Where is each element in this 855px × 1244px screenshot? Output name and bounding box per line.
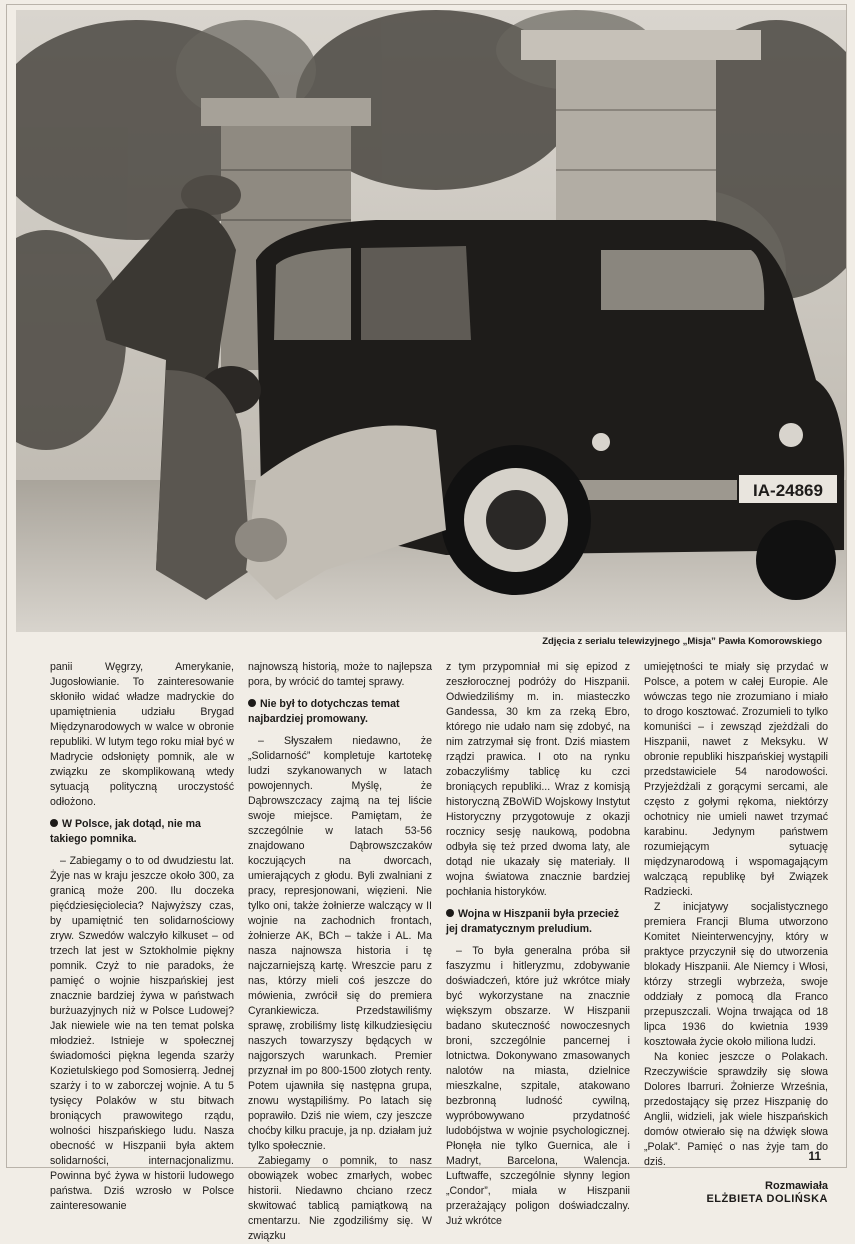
paragraph: – To była generalna próba sił faszyzmu i hitleryzmu, zdobywanie doświadczeń, które już wkrótce miały być wykorzystane na znacznie większym obszarze. W Hiszpanii badano skuteczność nowoczesnych broni, szczególnie pancernej i lotnictwa. Dokonywano zmasowanych nalotów na miasta, dzielnice mieszkalne, szpitale, atakowano bezbronną ludność cywilną, wypróbowywano przydatność ludobójstwa w wojnie psychologicznej. Płonęła nie tylko Guernica, ale i Madryt, Barcelona, Walencja. Luftwaffe, szczególnie słynny legion „Condor”, miała w Hiszpanii przerażający poligon doświadczalny. Już wkrótce [446, 945, 630, 1227]
photo-caption: Zdjęcia z serialu telewizyjnego „Misja” Pawła Komorowskiego [542, 636, 822, 647]
paragraph: najnowszą historią, może to najlepsza pora, by wrócić do tamtej sprawy. [248, 661, 432, 688]
column-1 [50, 660, 234, 1212]
interviewer-name: ELŻBIETA DOLIŃSKA [706, 1193, 828, 1205]
column-3 [446, 660, 630, 1227]
bullet-icon [248, 699, 256, 707]
bullet-icon [50, 819, 58, 827]
license-plate: IA-24869 [753, 481, 823, 500]
question-heading: Nie był to dotychczas temat najbardziej promowany. [248, 698, 400, 725]
paragraph: – Słyszałem niedawno, że „Solidarność” kompletuje kartotekę ludzi szykanowanych w latach powojennych. Myślę, że Dąbrowszczacy zajmą na tej liście swoje miejsce. Pamiętam, że szczególnie w latach 53-56 znajdowano Dąbrowszczaków koczujących na dworcach, umierających z głodu. Byli zwalniani z pracy, represjonowani, więzieni. Nie tylko oni, także żołnierze walczący w II wojnie na zachodnich frontach, żołnierze AK, BCh – także i AL. Ma nasza najnowsza historia i tę najczarniejszą kartę. Wreszcie paru z nas, którzy mieli coś jeszcze do mówienia, zwrócił się do premiera Cyrankiewicza. Przedstawiliśmy sprawę, zrobiliśmy listę kilkudziesięciu naszych towarzyszy będących w najgorszych warunkach. Premier przyznał im po 800-1500 złotych renty. Potem ujawniła się następna grupa, znowu wystąpiliśmy. Po latach się poprawiło. Dziś nie wiem, czy jeszcze choćby kilku pracuje, ja np. działam już tylko społecznie. [248, 735, 432, 1152]
interviewer-label: Rozmawiała [765, 1180, 828, 1192]
question-heading: Wojna w Hiszpanii była przecież jej dramatycznym preludium. [446, 908, 620, 935]
paragraph: umiejętności te miały się przydać w Polsce, a potem w całej Europie. Ale wówczas tego nie zrozumiano i miało to drogo kosztować. Zrozumieli to tylko komuniści – i zewsząd zjeżdżali do Hiszpanii, nawet z Meksyku. W obronie republiki hiszpańskiej wystąpili przedstawiciele 54 narodowości. Przyjeżdżali z gorącymi sercami, ale często z gołymi rękoma, niektórzy ochotnicy nie umieli nawet trzymać karabinu. Jedynym państwem rozumiejącym sytuację międzynarodową i wspomagającym walczącą republikę był Związek Radziecki. [644, 661, 828, 898]
question-heading: W Polsce, jak dotąd, nie ma takiego pomnika. [50, 818, 201, 845]
paragraph: Zabiegamy o pomnik, to nasz obowiązek wobec zmarłych, wobec historii. Niedawno chciano rzecz skwitować tablicą pamiątkową na cmentarzu. Nie zgodziliśmy się. W związku [248, 1155, 432, 1242]
film-still-photo [16, 10, 846, 632]
paragraph: Z inicjatywy socjalistycznego premiera Francji Bluma utworzono Komitet Nieinterwencyjny, który w praktyce przyczynił się do utworzenia blokady Hiszpanii. Ale Niemcy i Włosi, którzy strzegli wybrzeża, swoje oddziały z pomocą dla Franco przepuszczali. Wojna trwająca od 18 lipca 1936 do kwietnia 1939 kosztowała życie około miliona ludzi. [644, 901, 828, 1048]
paragraph: – Zabiegamy o to od dwudziestu lat. Żyje nas w kraju jeszcze około 300, za granicą może 200. Ilu doczeka pięćdziesięciolecia? Najwyższy czas, by upamiętnić ten solidarnościowy zryw. Szwedów walczyło kilkuset – od trzech lat jest w Sztokholmie piękny pomnik. Czyż to nie paradoks, że pamięć o wojnie hiszpańskiej jest znacznie bardziej żywa w państwach burżuazyjnych niż w Polsce Ludowej? Jak niewiele wie na ten temat polska młodzież. Istnieje w społecznej świadomości piękna legenda szarży Kozietulskiego pod Somosierrą. Jednej szarży i to w zaborczej wojnie. A tu 5 tysięcy Polaków w stu bitwach broniących prawowitego rządu, wolności hiszpańskiego ludu. Nasza obecność w Hiszpanii była aktem solidarności, internacjonalizmu. Powinna być żywa w historii ludowego państwa. Dziś wzrosło w Polsce zainteresowanie [50, 855, 234, 1212]
paragraph: z tym przypomniał mi się epizod z zeszłorocznej podróży do Hiszpanii. Odwiedziliśmy m. in. miasteczko Gandessa, 30 km za rzeką Ebro, którego nie udało nam się zdobyć, na nim zatrzymał się front. Dziś miastem rządzi prawica. I oto na rynku zobaczyliśmy tablicę ku czci broniących republiki... Wraz z komisją historyczną ZBoWiD Wojskowy Instytut Historyczny przygotowuje z okazji rocznicy sesję naukową, podobna odbyła się też przed dwoma laty, ale dotąd nie ukazały się materiały. II wojna światowa znacznie bardziej pochłania historyków. [446, 661, 630, 898]
paragraph: panii Węgrzy, Amerykanie, Jugosłowianie. To zainteresowanie skłoniło widać władze madryckie do upamiętnienia udziału Brygad Międzynarodowych w walce w obronie republiki. W lutym tego roku miał być w Madrycie odsłonięty pomnik, ale w związku ze skomplikowaną wtedy sytuacją polityczną uroczystość odłożono. [50, 661, 234, 808]
paragraph: Na koniec jeszcze o Polakach. Rzeczywiście sprawdziły się słowa Dolores Ibarruri. Żołnierze Września, przedostający się przez Hiszpanię do Anglii, widzieli, jak wiele hiszpańskich domów otwierało się na dźwięk słowa „Polak”. Pamięć o nas żyje tam do dziś. [644, 1051, 828, 1168]
page-number: 11 [808, 1149, 821, 1163]
column-2 [248, 660, 432, 1242]
bullet-icon [446, 909, 454, 917]
